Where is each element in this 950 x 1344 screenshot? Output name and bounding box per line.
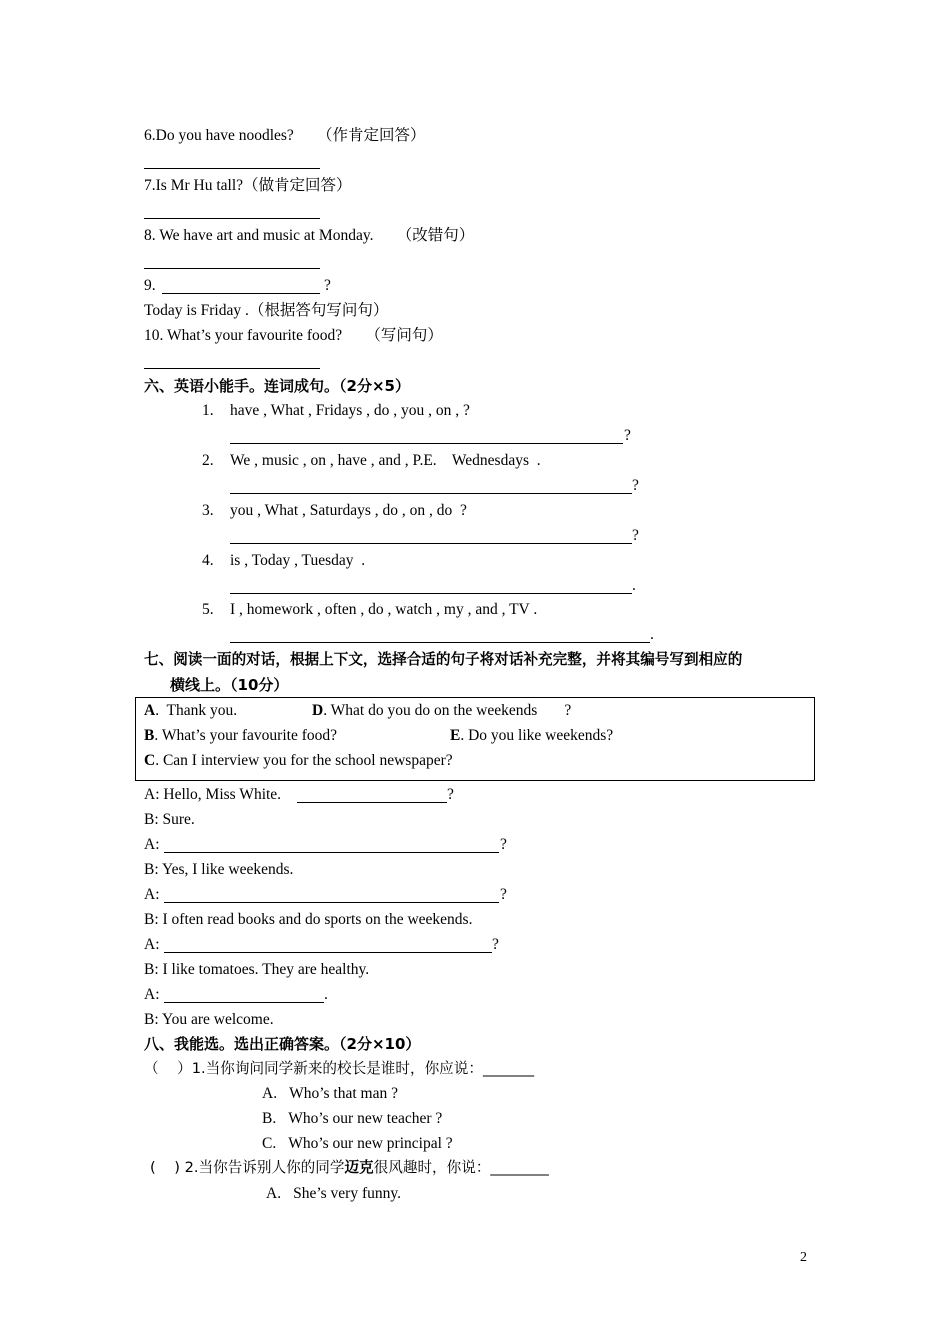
s6-item-2-words: We , music , on , have , and , P.E. Wednesdays .	[230, 452, 541, 469]
page-number: 2	[800, 1250, 807, 1265]
s6-item-3-words: you , What , Saturdays , do , on , do ?	[230, 502, 467, 519]
option-a-letter: A	[144, 702, 156, 719]
dialogue-line-4: B: Yes, I like weekends.	[144, 861, 294, 878]
s8-q1-option-a-text: Who’s that man ?	[289, 1085, 398, 1102]
option-c-letter: C	[144, 752, 156, 769]
section-7-heading-line-1: 七、阅读一面的对话，根据上下文，选择合适的句子将对话补充完整，并将其编号写到相应的	[144, 651, 743, 668]
option-d-text: . What do you do on the weekends ?	[323, 702, 572, 719]
s6-item-1-end: ?	[624, 427, 631, 444]
s6-item-5-words: I , homework , often , do , watch , my , and , TV .	[230, 601, 538, 618]
s6-item-3-number: 3.	[202, 502, 214, 519]
option-d-letter: D	[312, 702, 324, 719]
s6-item-4-number: 4.	[202, 552, 214, 569]
answer-line-9[interactable]	[162, 293, 320, 294]
option-a	[144, 701, 237, 721]
option-c	[144, 751, 453, 771]
s8-q2-option-a-text: She’s very funny.	[293, 1185, 401, 1202]
s8-q2-prefix: ( ) 2.当你告诉别人你的同学	[150, 1159, 345, 1176]
s8-q2-suffix: 很风趣时，你说：________	[373, 1159, 549, 1176]
s8-q1-option-c-text: Who’s our new principal ?	[288, 1135, 453, 1152]
option-a-text: . Thank you.	[155, 702, 238, 719]
dialogue-line-1: A: Hello, Miss White.	[144, 786, 282, 803]
section-7-heading-line-2: 横线上。（10分）	[170, 676, 289, 694]
dialogue-end-1: ?	[447, 786, 454, 803]
dialogue-end-9: .	[324, 986, 328, 1003]
dialogue-line-3: A:	[144, 836, 160, 853]
s8-q1-option-c-letter: C.	[262, 1135, 277, 1152]
s8-q1-option-c	[262, 1134, 453, 1154]
s6-item-5-end: .	[650, 626, 654, 643]
s8-question-1: （ ）1.当你询问同学新来的校长是谁时，你应说：_______	[144, 1060, 535, 1077]
s8-q2-name: 迈克	[344, 1159, 374, 1176]
answer-line-6[interactable]	[144, 168, 320, 169]
dialogue-line-10: B: You are welcome.	[144, 1011, 274, 1028]
option-b	[144, 726, 337, 746]
s8-q1-option-a-letter: A.	[262, 1085, 278, 1102]
s6-item-5-answer-line[interactable]	[230, 642, 650, 643]
answer-line-10[interactable]	[144, 368, 320, 369]
dialogue-line-7: A:	[144, 936, 160, 953]
section-8-heading: 八、我能选。选出正确答案。（2分×10）	[144, 1035, 421, 1053]
s8-q2-option-a-letter: A.	[266, 1185, 282, 1202]
dialogue-line-5: A:	[144, 886, 160, 903]
s8-question-2	[150, 1158, 549, 1178]
s6-item-1-number: 1.	[202, 402, 214, 419]
answer-line-7[interactable]	[144, 218, 320, 219]
s8-q1-option-a	[262, 1084, 398, 1104]
dialogue-end-5: ?	[500, 886, 507, 903]
option-c-text: . Can I interview you for the school newspaper?	[155, 752, 453, 769]
dialogue-blank-9[interactable]	[164, 1002, 324, 1003]
question-9-number: 9.	[144, 277, 156, 294]
dialogue-blank-5[interactable]	[164, 902, 499, 903]
question-10: 10. What’s your favourite food? （写问句）	[144, 327, 443, 344]
option-d	[312, 701, 571, 721]
s6-item-5-number: 5.	[202, 601, 214, 618]
s6-item-1-words: have , What , Fridays , do , you , on , ?	[230, 402, 470, 419]
s6-item-2-end: ?	[632, 477, 639, 494]
question-9-answer: Today is Friday .（根据答句写问句）	[144, 302, 389, 319]
dialogue-line-6: B: I often read books and do sports on the weekends.	[144, 911, 473, 928]
s6-item-3-end: ?	[632, 527, 639, 544]
s6-item-4-end: .	[632, 577, 636, 594]
section-6-heading: 六、英语小能手。连词成句。（2分×5）	[144, 377, 410, 395]
option-e-text: . Do you like weekends?	[460, 727, 614, 744]
s8-q1-option-b	[262, 1109, 442, 1129]
dialogue-end-3: ?	[500, 836, 507, 853]
answer-line-8[interactable]	[144, 268, 320, 269]
option-e	[450, 726, 613, 746]
s6-item-4-answer-line[interactable]	[230, 593, 632, 594]
s8-q1-option-b-letter: B.	[262, 1110, 277, 1127]
dialogue-blank-7[interactable]	[164, 952, 492, 953]
question-7: 7.Is Mr Hu tall?（做肯定回答）	[144, 177, 352, 194]
dialogue-end-7: ?	[492, 936, 499, 953]
s6-item-3-answer-line[interactable]	[230, 543, 632, 544]
dialogue-line-9: A:	[144, 986, 160, 1003]
option-b-letter: B	[144, 727, 155, 744]
s8-q2-option-a	[266, 1184, 401, 1204]
question-8: 8. We have art and music at Monday. （改错句）	[144, 227, 475, 244]
question-6: 6.Do you have noodles? （作肯定回答）	[144, 127, 426, 144]
dialogue-line-2: B: Sure.	[144, 811, 195, 828]
s6-item-4-words: is , Today , Tuesday .	[230, 552, 366, 569]
s6-item-1-answer-line[interactable]	[230, 443, 623, 444]
dialogue-blank-1[interactable]	[297, 802, 447, 803]
s8-q1-option-b-text: Who’s our new teacher ?	[288, 1110, 443, 1127]
s6-item-2-answer-line[interactable]	[230, 493, 632, 494]
question-9-mark: ?	[324, 277, 331, 294]
option-e-letter: E	[450, 727, 461, 744]
dialogue-blank-3[interactable]	[164, 852, 499, 853]
s6-item-2-number: 2.	[202, 452, 214, 469]
option-b-text: . What’s your favourite food?	[154, 727, 337, 744]
dialogue-line-8: B: I like tomatoes. They are healthy.	[144, 961, 370, 978]
